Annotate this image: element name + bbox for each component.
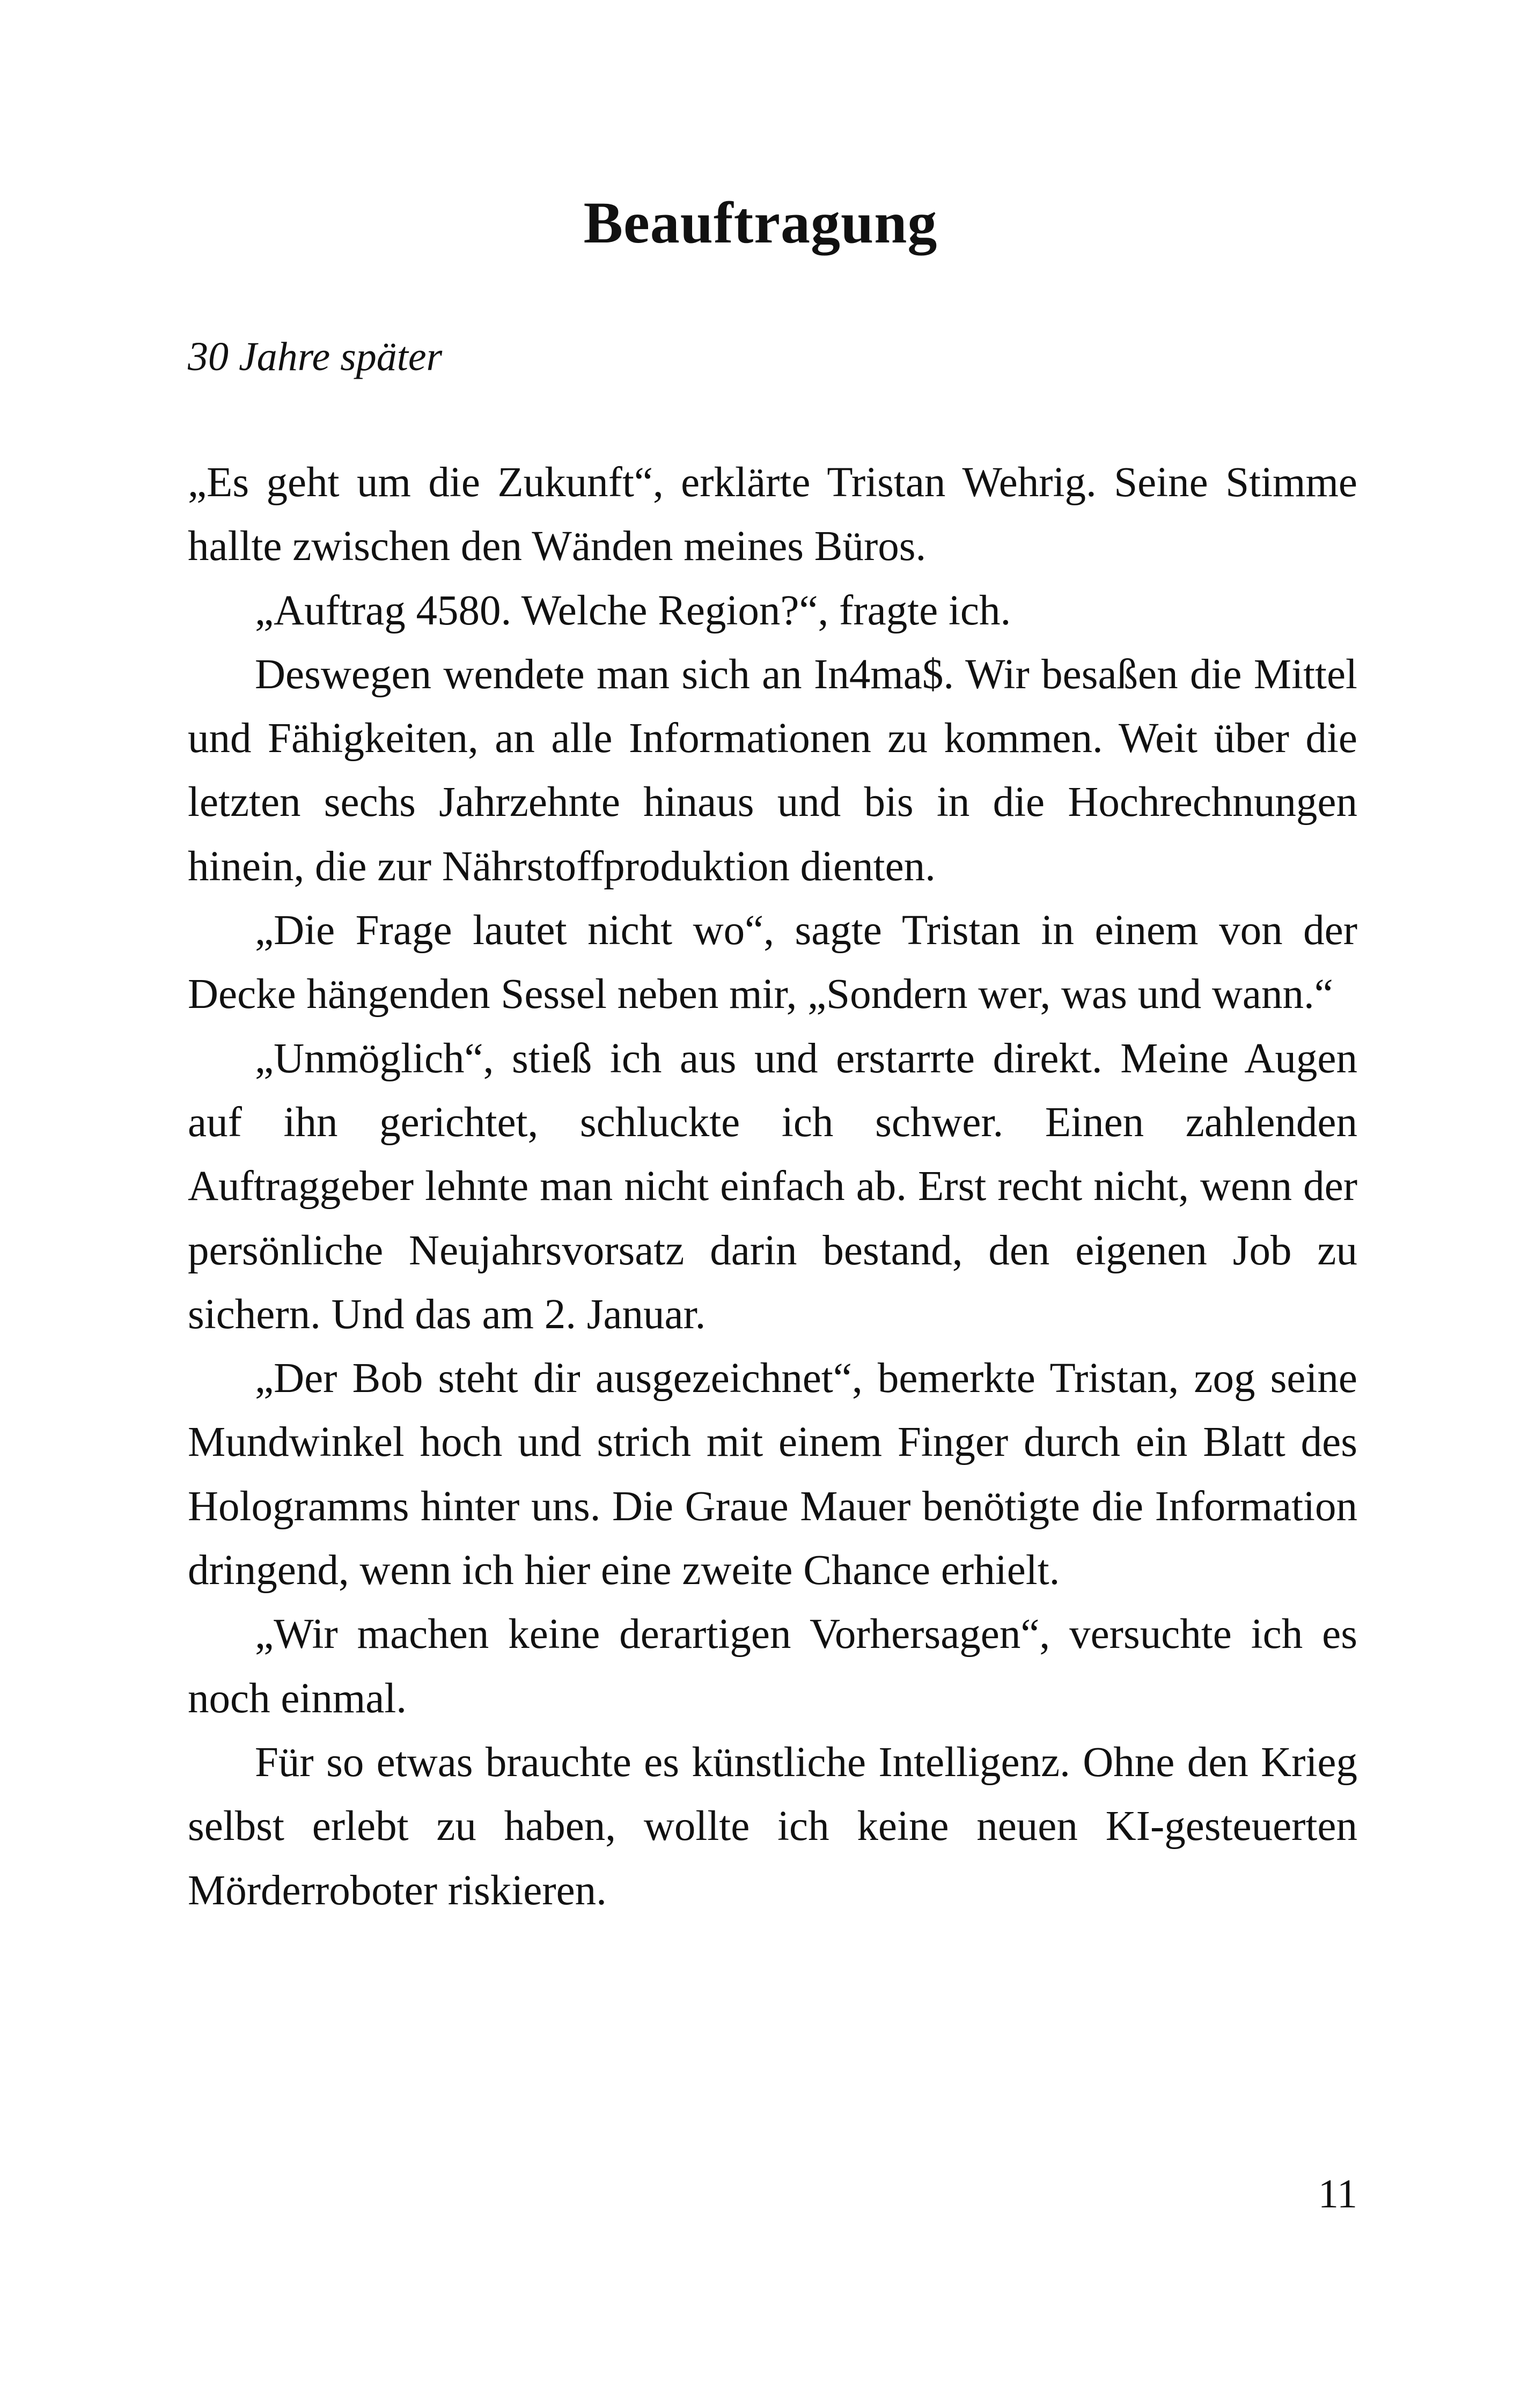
chapter-subtitle: 30 Jahre später <box>188 334 443 379</box>
paragraph: „Der Bob steht dir ausgezeichnet“, bemerkte Tristan, zog seine Mundwinkel hoch und strich mit einem Finger durch ein Blatt des Hologramms hinter uns. Die Graue Mauer benötigte die Information dringend, wenn ich hier eine zweite Chance erhielt. <box>188 1355 1357 1594</box>
paragraph: „Auftrag 4580. Welche Region?“, fragte ich. <box>255 587 1011 634</box>
paragraph: „Die Frage lautet nicht wo“, sagte Tristan in einem von der Decke hängenden Sessel neben mir, „Sondern wer, was und wann.“ <box>188 907 1357 1018</box>
page-number: 11 <box>1318 2171 1357 2216</box>
paragraph: „Unmöglich“, stieß ich aus und erstarrte direkt. Meine Augen auf ihn gerichtet, schluckte ich schwer. Einen zahlenden Auftraggeber lehnte man nicht einfach ab. Erst recht nicht, wenn der persönliche Neujahrsvorsatz darin bestand, den eigenen Job zu sichern. Und das am 2. Januar. <box>188 1035 1357 1338</box>
paragraph: „Es geht um die Zukunft“, erklärte Tristan Wehrig. Seine Stimme hallte zwischen den Wänden meines Büros. <box>188 459 1357 570</box>
paragraph: „Wir machen keine derartigen Vorhersagen“, versuchte ich es noch einmal. <box>188 1611 1357 1722</box>
paragraph: Für so etwas brauchte es künstliche Intelligenz. Ohne den Krieg selbst erlebt zu haben, wollte ich keine neuen KI-gesteuerten Mörderroboter riskieren. <box>188 1739 1357 1914</box>
paragraph: Deswegen wendete man sich an In4ma$. Wir besaßen die Mittel und Fähigkeiten, an alle Informationen zu kommen. Weit über die letzten sechs Jahrzehnte hinaus und bis in die Hochrechnungen hinein, die zur Nährstoffproduktion dienten. <box>188 651 1357 890</box>
chapter-body <box>188 451 1357 1923</box>
chapter-title: Beauftragung <box>583 190 938 255</box>
